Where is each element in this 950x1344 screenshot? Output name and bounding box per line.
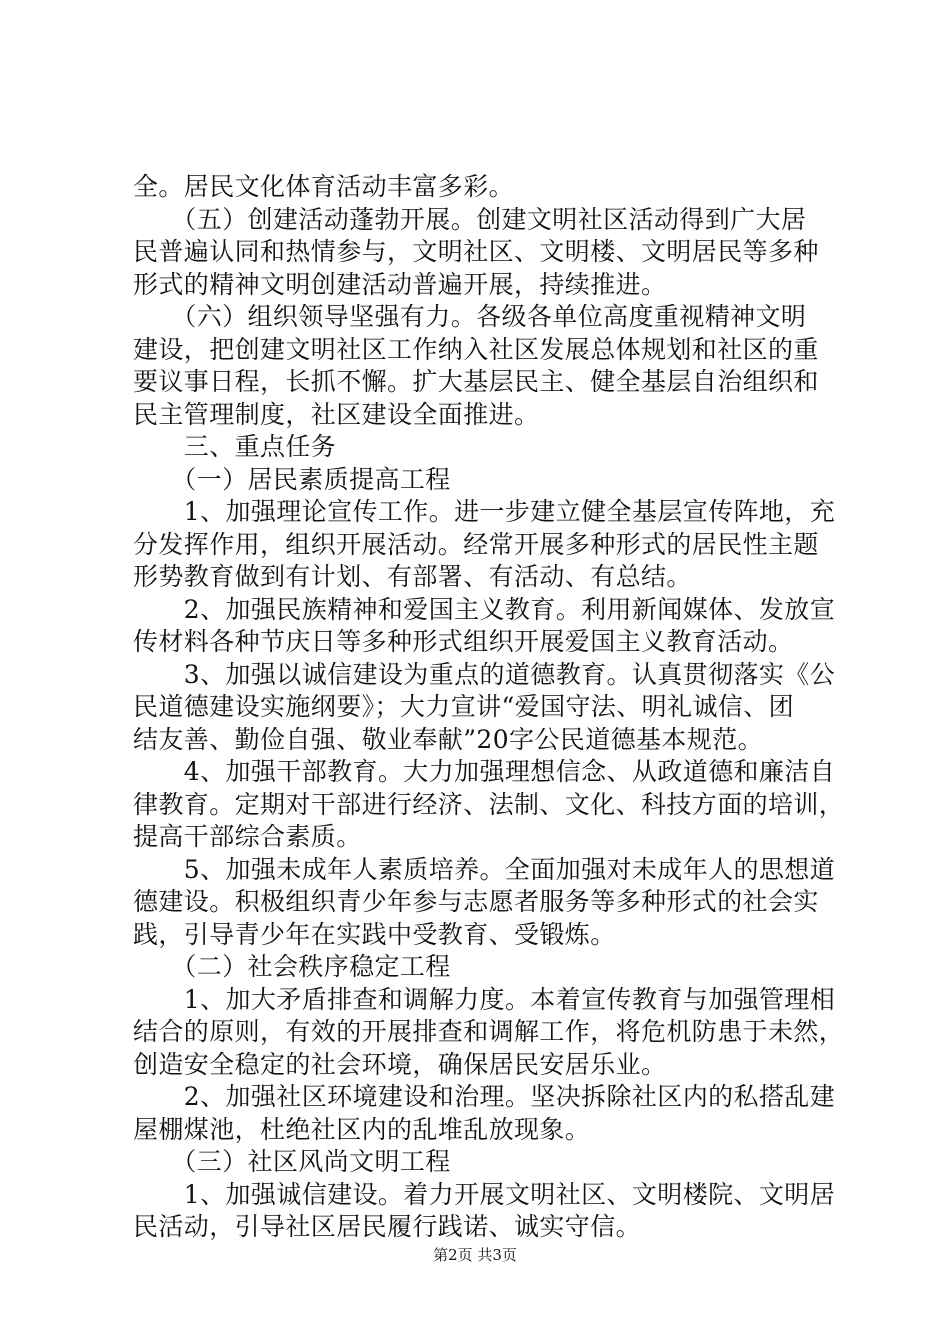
text-line: 2、加强民族精神和爱国主义教育。利用新闻媒体、发放宣 xyxy=(133,594,836,624)
text-line: 民道德建设实施纲要》；大力宣讲“爱国守法、明礼诚信、团 xyxy=(133,692,795,721)
text-line: 三、重点任务 xyxy=(133,432,337,461)
text-line: 1、加强诚信建设。着力开展文明社区、文明楼院、文明居 xyxy=(133,1179,836,1209)
text-line: 5、加强未成年人素质培养。全面加强对未成年人的思想道 xyxy=(133,854,836,884)
text-line: 提高干部综合素质。 xyxy=(133,822,362,851)
text-line: 要议事日程，长抓不懈。扩大基层民主、健全基层自治组织和 xyxy=(133,367,819,396)
text-line: 2、加强社区环境建设和治理。坚决拆除社区内的私搭乱建 xyxy=(133,1082,836,1111)
text-line: 建设，把创建文明社区工作纳入社区发展总体规划和社区的重 xyxy=(133,334,819,364)
text-line: 民主管理制度，社区建设全面推进。 xyxy=(133,399,540,429)
text-line: （五）创建活动蓬勃开展。创建文明社区活动得到广大居 xyxy=(133,204,807,234)
page-footer: 第2页 共3页 xyxy=(433,1246,517,1264)
text-line: 屋棚煤池，杜绝社区内的乱堆乱放现象。 xyxy=(133,1114,591,1144)
text-line: 践，引导青少年在实践中受教育、受锻炼。 xyxy=(133,919,616,949)
text-line: 形势教育做到有计划、有部署、有活动、有总结。 xyxy=(133,562,692,591)
text-line: 传材料各种节庆日等多种形式组织开展爱国主义教育活动。 xyxy=(133,627,794,656)
text-line: 结合的原则，有效的开展排查和调解工作，将危机防患于未然， xyxy=(133,1017,845,1046)
text-line: 德建设。积极组织青少年参与志愿者服务等多种形式的社会实 xyxy=(133,887,819,916)
text-line: 民活动，引导社区居民履行践诺、诚实守信。 xyxy=(133,1212,642,1241)
text-line: 律教育。定期对干部进行经济、法制、文化、科技方面的培训， xyxy=(133,789,845,819)
text-line: （一）居民素质提高工程 xyxy=(133,464,451,494)
text-line: 3、加强以诚信建设为重点的道德教育。认真贯彻落实《公 xyxy=(133,659,836,689)
text-line: 形式的精神文明创建活动普遍开展，持续推进。 xyxy=(133,269,667,299)
text-line: 4、加强干部教育。大力加强理想信念、从政道德和廉洁自 xyxy=(133,757,836,786)
text-line: 结友善、勤俭自强、敬业奉献”20字公民道德基本规范。 xyxy=(133,724,763,754)
text-line: （二）社会秩序稳定工程 xyxy=(133,952,451,981)
text-line: 创造安全稳定的社会环境，确保居民安居乐业。 xyxy=(133,1049,667,1079)
text-line: （六）组织领导坚强有力。各级各单位高度重视精神文明 xyxy=(133,302,807,331)
text-line: 分发挥作用，组织开展活动。经常开展多种形式的居民性主题 xyxy=(133,529,819,559)
text-line: 全。居民文化体育活动丰富多彩。 xyxy=(133,172,515,201)
text-line: 民普遍认同和热情参与，文明社区、文明楼、文明居民等多种 xyxy=(133,237,819,266)
text-line: （三）社区风尚文明工程 xyxy=(133,1147,451,1176)
text-line: 1、加大矛盾排查和调解力度。本着宣传教育与加强管理相 xyxy=(133,984,836,1014)
text-line: 1、加强理论宣传工作。进一步建立健全基层宣传阵地，充 xyxy=(133,497,836,526)
